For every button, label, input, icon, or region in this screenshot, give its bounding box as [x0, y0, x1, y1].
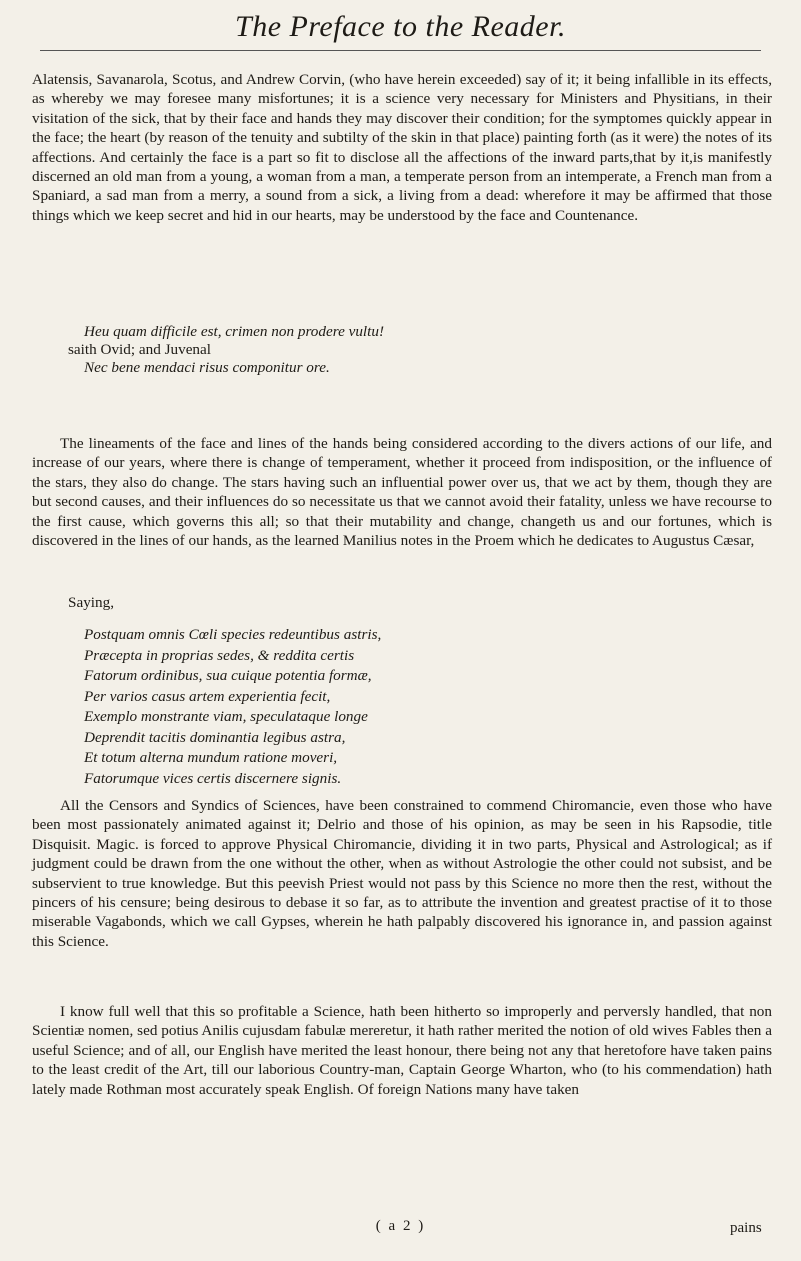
running-header: The Preface to the Reader. [235, 10, 566, 43]
paragraph-3: All the Censors and Syndics of Sciences, have been constrained to commend Chiromancie, even those who have been most passionately animated against it; Delrio and those of his opinion, as may be seen in his Rapsodie, title Disquisit. Magic. is forced to approve Physical Chiromancie, dividing it in two parts, Physical and Astrological; as if judgment could be drawn from the one without the other, when as without Astrologie the other could not subsist, and be subservient to true knowledge. But this peevish Priest would not pass by this Science no more then the rest, without the pincers of his censure; being desirous to debase it so far, as to attribute the invention and greatest practise of it to those miserable Vagabonds, which we call Gypses, wherein he hath palpably discovered his ignorance in, and passion against this Science. [32, 797, 772, 950]
signature-mark: ( a 2 ) [375, 1218, 426, 1234]
saying-label: Saying, [68, 594, 114, 611]
verse-line: Exemplo monstrante viam, speculataque longe [84, 708, 368, 725]
verse-line: Fatorum ordinibus, sua cuique potentia formæ, [84, 667, 372, 684]
latin-quote-juvenal: Nec bene mendaci risus componitur ore. [84, 359, 330, 376]
header-rule [40, 50, 761, 51]
verse-line: Per varios casus artem experientia fecit, [84, 687, 331, 705]
verse-line: Deprendit tacitis dominantia legibus astra, [84, 728, 346, 746]
verse-line: Fatorumque vices certis discernere signis. [84, 769, 342, 787]
verse-line: Et totum alterna mundum ratione moveri, [84, 749, 338, 766]
paragraph-4: I know full well that this so profitable a Science, hath been hitherto so improperly and perversly handled, that non Scientiæ nomen, sed potius Anilis cujusdam fabulæ mereretur, it hath rather merited the notion of old wives Fables then a useful Science; and of all, our English have merited the least honour, there being not any that heretofore have taken pains to the least credit of the Art, till our laborious Country-man, Captain George Wharton, who (to his commendation) hath lately made Rothman most accurately speak English. Of foreign Nations many have taken [32, 1003, 772, 1098]
paragraph-1: Alatensis, Savanarola, Scotus, and Andrew Corvin, (who have herein exceeded) say of it; it being infallible in its effects, as whereby we may foresee many misfortunes; it is a science very necessary for Ministers and Physitians, in their visitation of the sick, that by their face and hands they may discover their condition; for the symptomes quickly appear in the face; the heart (by reason of the tenuity and subtilty of the skin in that place) painting forth (as it were) the notes of its affections. And certainly the face is a part so fit to disclose all the affections of the inward parts,that by it,is manifestly discerned an old man from a young, a woman from a man, a temperate person from an intemperate, a French man from a Spaniard, a sad man from a merry, a sound from a sick, a living from a dead: wherefore it may be affirmed that those things which we keep secret and hid in our hearts, may be understood by the face and Countenance. [32, 71, 772, 224]
manilius-verse [84, 625, 704, 789]
paragraph-2: The lineaments of the face and lines of the hands being considered according to the divers actions of our life, and increase of our years, where there is change of temperament, whether it proceed from indisposition, or the influence of the stars, they also do change. The stars having such an influential power over us, that we act by them, though they are but second causes, and their influences do so necessitate us that we cannot avoid their fatality, unless we have recourse to the first cause, which governs this all; so that their mutability and change, changeth us and our fortunes, which is discovered in the lines of our hands, as the learned Manilius notes in the Proem which he dedicates to Augustus Cæsar, [32, 435, 772, 550]
catchword: pains [730, 1220, 762, 1236]
quote-attribution: saith Ovid; and Juvenal [68, 341, 211, 358]
verse-line: Præcepta in proprias sedes, & reddita certis [84, 646, 355, 664]
verse-line: Postquam omnis Cœli species redeuntibus astris, [84, 626, 382, 643]
latin-quote-ovid: Heu quam difficile est, crimen non prodere vultu! [84, 323, 385, 340]
